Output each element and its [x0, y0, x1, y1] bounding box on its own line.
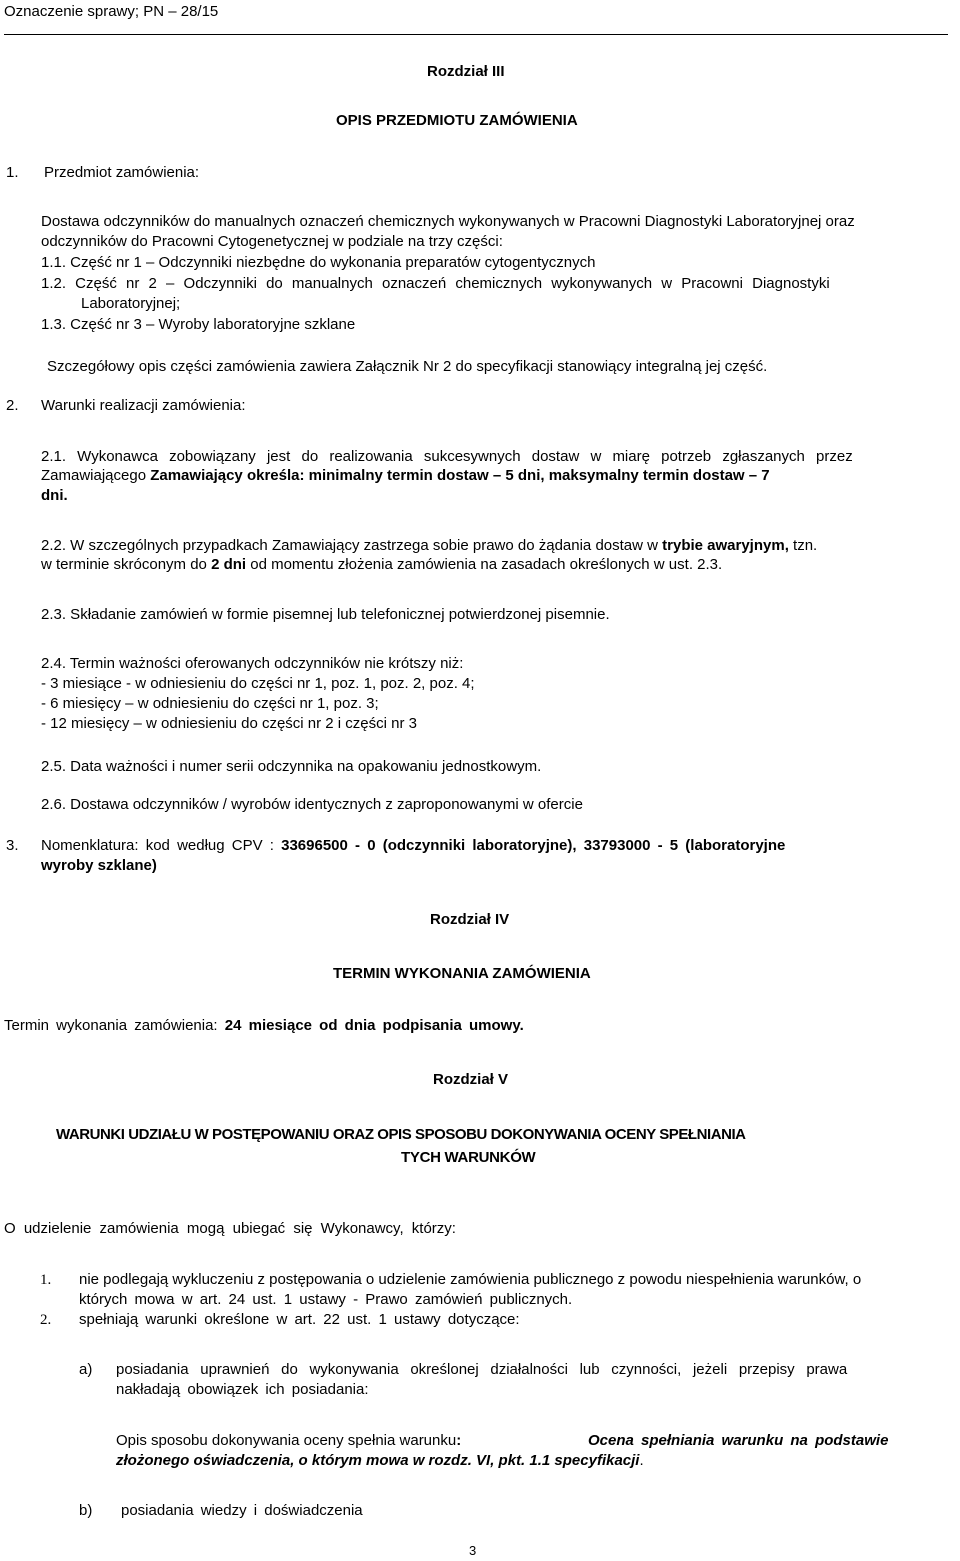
chapter-3-title: OPIS PRZEDMIOTU ZAMÓWIENIA	[336, 112, 578, 129]
header-rule	[4, 34, 948, 35]
p22-line-1	[41, 536, 817, 555]
condition-2-line: spełniają warunki określone w art. 22 ust. 1 ustawy dotyczące:	[79, 1311, 520, 1328]
p23: 2.3. Składanie zamówień w formie pisemnej lub telefonicznej potwierdzonej pisemnie.	[41, 606, 610, 623]
part-2-line-1: 1.2. Część nr 2 – Odczynniki do manualnych oznaczeń chemicznych wykonywanych w Pracowni Diagnostyki	[41, 275, 830, 292]
sub-b-label: b)	[79, 1502, 93, 1519]
p22-line-1-a: 2.2. W szczególnych przypadkach Zamawiający zastrzega sobie prawo do żądania dostaw w	[41, 537, 663, 554]
sub-a-line-1: posiadania uprawnień do wykonywania określonej działalności lub czynności, jeżeli przepisy prawa	[116, 1361, 848, 1378]
assessment-line-1	[116, 1431, 461, 1450]
p26: 2.6. Dostawa odczynników / wyrobów identycznych z zaproponowanymi w ofercie	[41, 796, 583, 813]
page-number: 3	[469, 1543, 477, 1558]
p24-line-2: - 3 miesiące - w odniesieniu do części nr 1, poz. 1, poz. 2, poz. 4;	[41, 675, 475, 692]
condition-1-label: 1.	[40, 1272, 52, 1288]
item-3-line-1-bold: 33696500 - 0 (odczynniki laboratoryjne), 33793000 - 5 (laboratoryjne	[281, 837, 786, 854]
assessment-method-line-2: złożonego oświadczenia, o którym mowa w rozdz. VI, pkt. 1.1 specyfikacji	[116, 1452, 640, 1469]
p21-line-2-bold: Zamawiający określa: minimalny termin dostaw – 5 dni, maksymalny termin dostaw – 7	[150, 467, 770, 484]
p21-line-1: 2.1. Wykonawca zobowiązany jest do realizowania sukcesywnych dostaw w miarę potrzeb zgłaszanych przez	[41, 448, 853, 465]
assessment-method-line-1: Ocena spełniania warunku na podstawie	[588, 1432, 889, 1449]
case-mark: Oznaczenie sprawy; PN – 28/15	[4, 3, 219, 20]
chapter-5-title-line-2: TYCH WARUNKÓW	[401, 1149, 536, 1166]
p24-line-1: 2.4. Termin ważności oferowanych odczynników nie krótszy niż:	[41, 655, 464, 672]
p22-line-2-a: w terminie skróconym do	[41, 556, 212, 573]
chapter-5-title-line-1: WARUNKI UDZIAŁU W POSTĘPOWANIU ORAZ OPIS SPOSOBU DOKONYWANIA OCENY SPEŁNIANIA	[56, 1126, 746, 1143]
condition-1-line-1: nie podlegają wykluczeniu z postępowania o udzielenie zamówienia publicznego z powodu niespełnienia warunków, o	[79, 1271, 862, 1288]
sub-b-line: posiadania wiedzy i doświadczenia	[121, 1502, 363, 1519]
condition-1-line-2: których mowa w art. 24 ust. 1 ustawy - Prawo zamówień publicznych.	[79, 1291, 573, 1308]
detail-text: Szczegółowy opis części zamówienia zawiera Załącznik Nr 2 do specyfikacji stanowiący integralną jej część.	[47, 358, 768, 375]
p22-line-1-bold: trybie awaryjnym,	[662, 537, 789, 554]
item-1-label: 1.	[6, 164, 19, 181]
term-label: Termin wykonania zamówienia:	[4, 1017, 225, 1034]
p25: 2.5. Data ważności i numer serii odczynnika na opakowaniu jednostkowym.	[41, 758, 542, 775]
chapter-4-title: TERMIN WYKONANIA ZAMÓWIENIA	[333, 965, 591, 982]
assessment-line-2	[116, 1451, 644, 1470]
assessment-colon: :	[456, 1432, 462, 1449]
chapter-3-heading: Rozdział III	[427, 63, 505, 80]
chapter-5-heading: Rozdział V	[433, 1071, 509, 1088]
item-1-text: Przedmiot zamówienia:	[44, 164, 200, 181]
item-3-label: 3.	[6, 837, 19, 854]
part-3: 1.3. Część nr 3 – Wyroby laboratoryjne szklane	[41, 316, 356, 333]
p21-line-3: dni.	[41, 487, 68, 504]
p24-line-3: - 6 miesięcy – w odniesieniu do części nr 1, poz. 3;	[41, 695, 379, 712]
item-2-label: 2.	[6, 397, 19, 414]
p21-line-2-normal: Zamawiającego	[41, 467, 151, 484]
p22-line-2-bold: 2 dni	[211, 556, 247, 573]
p24-line-4: - 12 miesięcy – w odniesieniu do części nr 2 i części nr 3	[41, 715, 417, 732]
part-2-line-2: Laboratoryjnej;	[81, 295, 181, 312]
sub-a-label: a)	[79, 1361, 93, 1378]
p21-line-2	[41, 466, 770, 485]
item-3-line-2: wyroby szklane)	[41, 857, 157, 874]
part-1: 1.1. Część nr 1 – Odczynniki niezbędne do wykonania preparatów cytogentycznych	[41, 254, 596, 271]
intro-line-1: Dostawa odczynników do manualnych oznaczeń chemicznych wykonywanych w Pracowni Diagnostyki Laboratoryjnej oraz	[41, 213, 855, 230]
condition-2-label: 2.	[40, 1312, 52, 1328]
intro-line-2: odczynników do Pracowni Cytogenetycznej w podziale na trzy części:	[41, 233, 503, 250]
p22-line-2	[41, 555, 722, 574]
term-value: 24 miesiące od dnia podpisania umowy.	[224, 1017, 524, 1034]
sub-a-line-2: nakładają obowiązek ich posiadania:	[116, 1381, 369, 1398]
assessment-label: Opis sposobu dokonywania oceny spełnia warunku	[116, 1432, 457, 1449]
p22-line-1-b: tzn.	[788, 537, 818, 554]
term-line	[4, 1016, 524, 1035]
item-2-text: Warunki realizacji zamówienia:	[41, 397, 246, 414]
chapter-4-heading: Rozdział IV	[430, 911, 510, 928]
p22-line-2-b: od momentu złożenia zamówienia na zasadach określonych w ust. 2.3.	[246, 556, 723, 573]
assessment-period: .	[639, 1452, 644, 1469]
item-3-line-1-a: Nomenklatura: kod według CPV :	[41, 837, 282, 854]
item-3-line-1	[41, 836, 785, 855]
conditions-lead: O udzielenie zamówienia mogą ubiegać się Wykonawcy, którzy:	[4, 1220, 456, 1237]
